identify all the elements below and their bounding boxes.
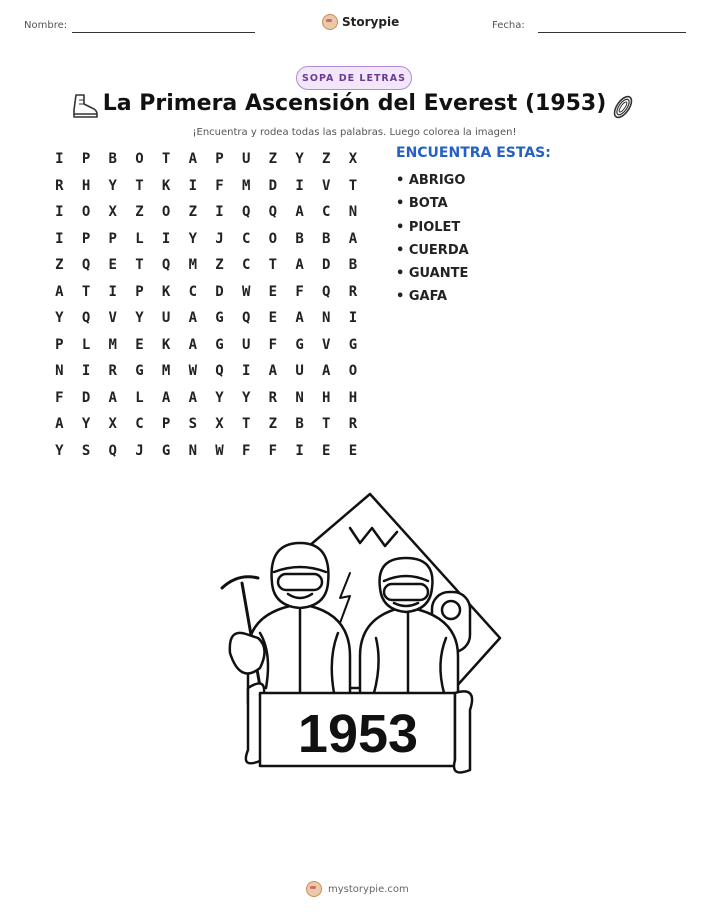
grid-letter[interactable]: E bbox=[268, 310, 278, 327]
grid-letter[interactable]: A bbox=[295, 310, 304, 327]
word-item: • GAFA bbox=[396, 289, 448, 305]
grid-letter[interactable]: T bbox=[268, 257, 278, 274]
grid-letter[interactable]: L bbox=[135, 230, 144, 247]
grid-letter[interactable]: Y bbox=[135, 310, 144, 327]
grid-letter[interactable]: I bbox=[241, 363, 251, 380]
grid-letter[interactable]: X bbox=[108, 204, 117, 221]
grid-letter[interactable]: F bbox=[55, 389, 64, 406]
grid-letter[interactable]: Z bbox=[55, 257, 64, 274]
grid-letter[interactable]: P bbox=[215, 151, 224, 168]
grid-letter[interactable]: I bbox=[55, 151, 64, 168]
grid-letter[interactable]: Z bbox=[188, 204, 197, 221]
grid-letter[interactable]: A bbox=[295, 204, 304, 221]
grid-row bbox=[46, 305, 366, 332]
grid-letter[interactable]: T bbox=[161, 151, 171, 168]
grid-letter[interactable]: Q bbox=[161, 257, 171, 274]
grid-letter[interactable]: B bbox=[108, 151, 117, 168]
activity-badge: SOPA DE LETRAS bbox=[296, 66, 412, 90]
grid-letter[interactable]: M bbox=[241, 177, 251, 194]
grid-letter[interactable]: A bbox=[108, 389, 117, 406]
grid-letter[interactable]: Y bbox=[241, 389, 251, 406]
grid-letter[interactable]: H bbox=[348, 389, 358, 406]
grid-letter[interactable]: U bbox=[295, 363, 304, 380]
word-item: • ABRIGO bbox=[396, 173, 466, 188]
grid-letter[interactable]: U bbox=[241, 151, 251, 168]
grid-letter[interactable]: S bbox=[188, 416, 197, 433]
grid-letter[interactable]: A bbox=[295, 257, 304, 274]
word-list bbox=[396, 172, 469, 312]
grid-letter[interactable]: I bbox=[215, 204, 224, 221]
grid-letter[interactable]: G bbox=[348, 336, 358, 353]
grid-letter[interactable]: R bbox=[348, 416, 358, 433]
word-item: • CUERDA bbox=[396, 242, 469, 258]
grid-letter[interactable]: F bbox=[295, 283, 304, 300]
grid-letter[interactable]: C bbox=[135, 416, 144, 433]
footer bbox=[306, 881, 409, 897]
brand bbox=[322, 14, 399, 30]
page-title: La Primera Ascensión del Everest (1953) bbox=[102, 91, 607, 116]
grid-letter[interactable]: E bbox=[108, 257, 117, 274]
grid-letter[interactable]: L bbox=[135, 389, 144, 406]
grid-letter[interactable]: P bbox=[161, 416, 171, 433]
grid-letter[interactable]: M bbox=[108, 336, 117, 353]
grid-letter[interactable]: F bbox=[215, 177, 224, 194]
right-goggles bbox=[384, 584, 428, 600]
grid-row bbox=[46, 146, 366, 173]
rope-icon bbox=[608, 92, 638, 122]
grid-letter[interactable]: F bbox=[241, 442, 251, 459]
grid-letter[interactable]: H bbox=[81, 177, 91, 194]
grid-letter[interactable]: A bbox=[348, 230, 358, 247]
grid-letter[interactable]: S bbox=[81, 442, 91, 459]
grid-letter[interactable]: Z bbox=[135, 204, 144, 221]
grid-letter[interactable]: I bbox=[295, 442, 304, 459]
grid-letter[interactable]: B bbox=[295, 416, 304, 433]
grid-letter[interactable]: Q bbox=[268, 204, 278, 221]
grid-letter[interactable]: I bbox=[188, 177, 197, 194]
grid-letter[interactable]: Y bbox=[81, 416, 91, 433]
name-line[interactable] bbox=[72, 32, 255, 33]
grid-letter[interactable]: C bbox=[241, 230, 251, 247]
grid-row bbox=[46, 199, 366, 226]
grid-letter[interactable]: Q bbox=[81, 310, 91, 327]
letter-grid bbox=[46, 146, 366, 464]
grid-letter[interactable]: I bbox=[161, 230, 171, 247]
grid-letter[interactable]: P bbox=[81, 151, 91, 168]
grid-letter[interactable]: G bbox=[135, 363, 144, 380]
grid-letter[interactable]: Q bbox=[215, 363, 224, 380]
grid-letter[interactable]: A bbox=[322, 363, 331, 380]
grid-letter[interactable]: A bbox=[161, 389, 171, 406]
date-label: Fecha: bbox=[492, 20, 525, 31]
grid-row bbox=[46, 358, 366, 385]
grid-letter[interactable]: R bbox=[268, 389, 278, 406]
grid-letter[interactable]: A bbox=[188, 336, 197, 353]
grid-letter[interactable]: E bbox=[268, 283, 278, 300]
grid-letter[interactable]: A bbox=[188, 151, 197, 168]
grid-letter[interactable]: Q bbox=[108, 442, 117, 459]
grid-letter[interactable]: D bbox=[268, 177, 278, 194]
grid-letter[interactable]: A bbox=[55, 283, 64, 300]
grid-letter[interactable]: V bbox=[322, 177, 331, 194]
grid-letter[interactable]: N bbox=[55, 363, 64, 380]
left-goggles bbox=[278, 574, 322, 590]
grid-row bbox=[46, 279, 366, 306]
grid-letter[interactable]: Q bbox=[81, 257, 91, 274]
grid-letter[interactable]: Y bbox=[295, 151, 304, 168]
grid-letter[interactable]: P bbox=[55, 336, 64, 353]
grid-letter[interactable]: Y bbox=[55, 442, 64, 459]
grid-letter[interactable]: T bbox=[81, 283, 91, 300]
grid-letter[interactable]: A bbox=[268, 363, 278, 380]
grid-letter[interactable]: K bbox=[161, 177, 171, 194]
grid-letter[interactable]: O bbox=[135, 151, 144, 168]
word-item: • GUANTE bbox=[396, 266, 469, 282]
grid-letter[interactable]: X bbox=[348, 151, 358, 168]
word-list-title: ENCUENTRA ESTAS: bbox=[396, 145, 551, 161]
word-item: • PIOLET bbox=[396, 219, 461, 235]
instructions: ¡Encuentra y rodea todas las palabras. Luego colorea la imagen! bbox=[192, 127, 517, 138]
grid-letter[interactable]: Z bbox=[215, 257, 224, 274]
grid-letter[interactable]: U bbox=[241, 336, 251, 353]
word-item: • BOTA bbox=[396, 196, 448, 212]
grid-letter[interactable]: Y bbox=[108, 177, 117, 194]
grid-row bbox=[46, 252, 366, 279]
grid-letter[interactable]: Z bbox=[322, 151, 331, 168]
grid-letter[interactable]: G bbox=[215, 336, 224, 353]
grid-letter[interactable]: I bbox=[55, 204, 64, 221]
grid-letter[interactable]: H bbox=[322, 389, 331, 406]
grid-row bbox=[46, 438, 366, 465]
brand-name: Storypie bbox=[342, 15, 400, 29]
date-line[interactable] bbox=[538, 32, 686, 33]
grid-letter[interactable]: N bbox=[295, 389, 304, 406]
grid-row bbox=[46, 332, 366, 359]
grid-letter[interactable]: E bbox=[135, 336, 144, 353]
grid-row bbox=[46, 385, 366, 412]
left-glove bbox=[230, 633, 265, 674]
grid-letter[interactable]: B bbox=[348, 257, 358, 274]
grid-letter[interactable]: Q bbox=[241, 204, 251, 221]
grid-letter[interactable]: O bbox=[348, 363, 358, 380]
grid-letter[interactable]: Y bbox=[215, 389, 224, 406]
grid-letter[interactable]: T bbox=[135, 257, 144, 274]
grid-letter[interactable]: C bbox=[241, 257, 251, 274]
grid-letter[interactable]: D bbox=[215, 283, 224, 300]
grid-letter[interactable]: V bbox=[108, 310, 117, 327]
grid-letter[interactable]: F bbox=[268, 442, 278, 459]
grid-letter[interactable]: J bbox=[135, 442, 144, 459]
grid-letter[interactable]: A bbox=[55, 416, 64, 433]
grid-letter[interactable]: B bbox=[322, 230, 331, 247]
grid-letter[interactable]: I bbox=[81, 363, 91, 380]
grid-letter[interactable]: J bbox=[215, 230, 224, 247]
grid-letter[interactable]: D bbox=[322, 257, 331, 274]
grid-letter[interactable]: M bbox=[188, 257, 197, 274]
grid-letter[interactable]: A bbox=[188, 389, 197, 406]
grid-letter[interactable]: N bbox=[348, 204, 358, 221]
grid-letter[interactable]: R bbox=[55, 177, 64, 194]
grid-letter[interactable]: N bbox=[322, 310, 331, 327]
grid-row bbox=[46, 173, 366, 200]
grid-letter[interactable]: U bbox=[161, 310, 171, 327]
grid-letter[interactable]: X bbox=[215, 416, 224, 433]
grid-letter[interactable]: W bbox=[188, 363, 197, 380]
grid-letter[interactable]: T bbox=[135, 177, 144, 194]
grid-letter[interactable]: K bbox=[161, 283, 171, 300]
grid-letter[interactable]: T bbox=[348, 177, 358, 194]
grid-letter[interactable]: R bbox=[108, 363, 117, 380]
grid-letter[interactable]: I bbox=[295, 177, 304, 194]
grid-letter[interactable]: R bbox=[348, 283, 358, 300]
storypie-logo-icon bbox=[322, 14, 338, 30]
grid-letter[interactable]: Q bbox=[241, 310, 251, 327]
grid-letter[interactable]: G bbox=[161, 442, 171, 459]
grid-letter[interactable]: I bbox=[55, 230, 64, 247]
footer-url: mystorypie.com bbox=[328, 883, 409, 895]
banner-year: 1953 bbox=[297, 704, 419, 764]
name-label: Nombre: bbox=[24, 20, 68, 31]
grid-letter[interactable]: O bbox=[161, 204, 171, 221]
grid-letter[interactable]: E bbox=[322, 442, 331, 459]
grid-letter[interactable]: I bbox=[108, 283, 117, 300]
grid-letter[interactable]: C bbox=[188, 283, 197, 300]
grid-letter[interactable]: T bbox=[322, 416, 331, 433]
storypie-logo-icon bbox=[306, 881, 322, 897]
grid-letter[interactable]: Y bbox=[188, 230, 197, 247]
grid-letter[interactable]: Z bbox=[268, 416, 278, 433]
grid-letter[interactable]: L bbox=[81, 336, 91, 353]
grid-letter[interactable]: G bbox=[295, 336, 304, 353]
grid-row bbox=[46, 411, 366, 438]
grid-letter[interactable]: I bbox=[348, 310, 358, 327]
grid-letter[interactable]: A bbox=[188, 310, 197, 327]
grid-letter[interactable]: P bbox=[135, 283, 144, 300]
grid-letter[interactable]: Y bbox=[55, 310, 64, 327]
grid-letter[interactable]: E bbox=[348, 442, 358, 459]
grid-letter[interactable]: G bbox=[215, 310, 224, 327]
grid-letter[interactable]: P bbox=[81, 230, 91, 247]
grid-letter[interactable]: W bbox=[215, 442, 224, 459]
grid-letter[interactable]: B bbox=[295, 230, 304, 247]
grid-row bbox=[46, 226, 366, 253]
grid-letter[interactable]: F bbox=[268, 336, 278, 353]
coloring-illustration[interactable] bbox=[200, 488, 510, 778]
grid-letter[interactable]: M bbox=[161, 363, 171, 380]
grid-letter[interactable]: V bbox=[322, 336, 331, 353]
grid-letter[interactable]: Z bbox=[268, 151, 278, 168]
grid-letter[interactable]: P bbox=[108, 230, 117, 247]
grid-letter[interactable]: K bbox=[161, 336, 171, 353]
grid-letter[interactable]: O bbox=[81, 204, 91, 221]
grid-letter[interactable]: X bbox=[108, 416, 117, 433]
grid-letter[interactable]: Q bbox=[322, 283, 331, 300]
grid-letter[interactable]: O bbox=[268, 230, 278, 247]
grid-letter[interactable]: N bbox=[188, 442, 197, 459]
grid-letter[interactable]: D bbox=[81, 389, 91, 406]
grid-letter[interactable]: T bbox=[241, 416, 251, 433]
grid-letter[interactable]: W bbox=[241, 283, 251, 300]
grid-letter[interactable]: C bbox=[322, 204, 331, 221]
